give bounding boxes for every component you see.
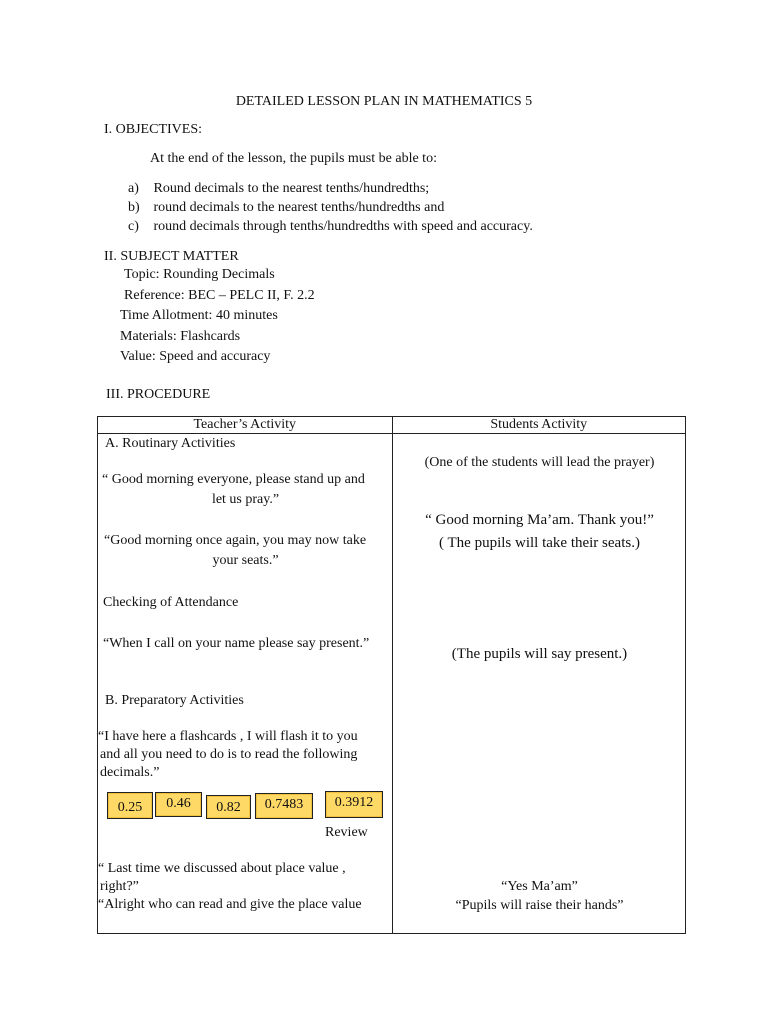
objectives-heading: I. OBJECTIVES: xyxy=(104,122,202,137)
subject-value: Value: Speed and accuracy xyxy=(120,349,271,364)
student-response: “ Good morning Ma’am. Thank you!” xyxy=(425,512,654,528)
student-response: “Pupils will raise their hands” xyxy=(455,898,624,913)
document-title: DETAILED LESSON PLAN IN MATHEMATICS 5 xyxy=(235,94,533,109)
objective-text: Round decimals to the nearest tenths/hundredths; xyxy=(153,181,430,196)
flashcard: 0.46 xyxy=(155,792,202,817)
teacher-column-header: Teacher’s Activity xyxy=(98,417,393,434)
flash-instruction: “I have here a flashcards , I will flash it to you xyxy=(98,729,358,744)
subject-reference: Reference: BEC – PELC II, F. 2.2 xyxy=(124,288,315,303)
student-response: ( The pupils will take their seats.) xyxy=(439,535,640,551)
teacher-activity-cell xyxy=(98,434,393,934)
student-response: (One of the students will lead the prayer) xyxy=(424,455,655,470)
subject-topic: Topic: Rounding Decimals xyxy=(124,267,275,282)
objective-item xyxy=(128,200,444,216)
procedure-table xyxy=(97,416,686,934)
seat-line: your seats.” xyxy=(212,553,279,568)
student-response: (The pupils will say present.) xyxy=(451,646,628,662)
subject-materials: Materials: Flashcards xyxy=(120,329,241,344)
call-name-text: “When I call on your name please say present.” xyxy=(103,636,370,651)
last-time-line: “ Last time we discussed about place value , xyxy=(98,861,346,876)
review-label: Review xyxy=(325,825,368,840)
last-time-line: right?” xyxy=(100,879,139,894)
list-marker: a) xyxy=(128,181,139,196)
procedure-heading: III. PROCEDURE xyxy=(106,387,211,402)
alright-line: “Alright who can read and give the place value xyxy=(98,897,362,912)
flashcard: 0.7483 xyxy=(255,793,313,819)
flashcard: 0.25 xyxy=(107,792,153,819)
routinary-heading: A. Routinary Activities xyxy=(105,436,236,451)
objective-item xyxy=(128,219,533,235)
table-row xyxy=(98,434,686,934)
students-activity-cell xyxy=(392,434,686,934)
greeting-line: let us pray.” xyxy=(211,492,280,507)
objective-text: round decimals to the nearest tenths/hundredths and xyxy=(153,200,445,215)
attendance-text: Checking of Attendance xyxy=(103,595,239,610)
objective-text: round decimals through tenths/hundredths with speed and accuracy. xyxy=(153,219,533,234)
student-response: “Yes Ma’am” xyxy=(501,879,578,894)
flashcard: 0.82 xyxy=(206,795,251,819)
list-marker: b) xyxy=(128,200,140,215)
preparatory-heading: B. Preparatory Activities xyxy=(105,693,244,708)
flash-instruction: decimals.” xyxy=(100,765,160,780)
objective-item xyxy=(128,181,429,197)
greeting-line: “ Good morning everyone, please stand up and xyxy=(102,472,365,487)
flashcard: 0.3912 xyxy=(325,791,383,818)
table-header-row xyxy=(98,417,686,434)
subject-matter-heading: II. SUBJECT MATTER xyxy=(104,249,239,264)
students-column-header: Students Activity xyxy=(392,417,686,434)
objectives-intro: At the end of the lesson, the pupils must be able to: xyxy=(150,151,437,166)
seat-line: “Good morning once again, you may now take xyxy=(104,533,367,548)
flash-instruction: and all you need to do is to read the following xyxy=(100,747,358,762)
list-marker: c) xyxy=(128,219,139,234)
subject-time: Time Allotment: 40 minutes xyxy=(120,308,278,323)
